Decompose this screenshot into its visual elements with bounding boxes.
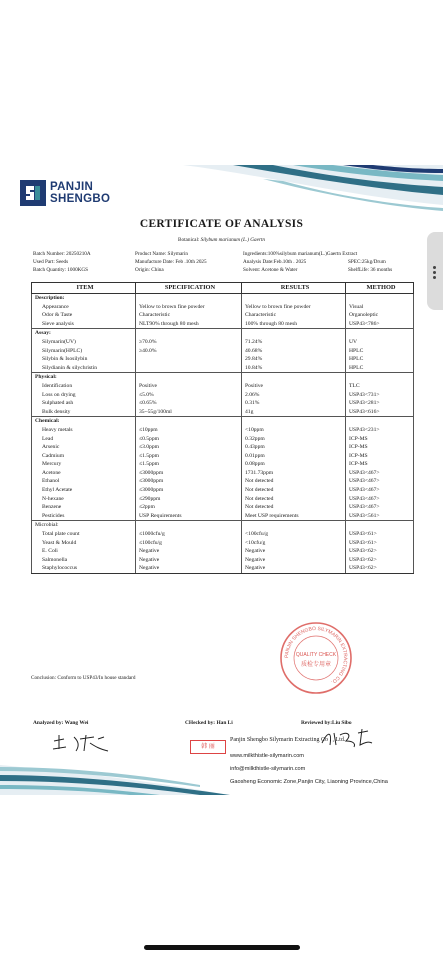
table-row bbox=[32, 347, 414, 356]
table-row bbox=[32, 495, 414, 504]
origin: Origin: China bbox=[135, 267, 164, 273]
table-row bbox=[32, 512, 414, 521]
batch-quantity: Batch Quantity: 1000KGS bbox=[33, 267, 89, 273]
cell-result: 71.24% bbox=[242, 338, 346, 347]
batch-number: Batch Number: 20250210A bbox=[33, 251, 91, 257]
reviewed-by: Reviewed by:Liu Sibo bbox=[301, 720, 352, 726]
section-row bbox=[32, 417, 414, 426]
cell-method: USP43<731> bbox=[346, 391, 414, 400]
spec: SPEC:25kg/Drum bbox=[348, 259, 386, 265]
table-row bbox=[32, 364, 414, 373]
table-row bbox=[32, 486, 414, 495]
side-panel-handle[interactable] bbox=[427, 232, 443, 310]
cell-spec: NLT90% through 80 mesh bbox=[136, 320, 242, 329]
meta-row bbox=[33, 258, 413, 266]
cell-result: 100% through 80 mesh bbox=[242, 320, 346, 329]
table-row bbox=[32, 391, 414, 400]
cell-method: ICP-MS bbox=[346, 452, 414, 461]
conclusion: Conclusion: Conform to USP43/In house standard bbox=[31, 675, 136, 681]
cell-method: ICP-MS bbox=[346, 435, 414, 444]
cell-method: USP43<467> bbox=[346, 495, 414, 504]
cell-item: Total plate count bbox=[32, 530, 136, 539]
cell-method: Visual bbox=[346, 303, 414, 312]
section-label: Physical: bbox=[32, 373, 136, 382]
cell-method: USP43<786> bbox=[346, 320, 414, 329]
cell-spec: ≤3000ppm bbox=[136, 477, 242, 486]
quality-check-stamp bbox=[278, 620, 354, 696]
cell-item: Silybin & Isosilybin bbox=[32, 355, 136, 364]
table-header-row bbox=[32, 283, 414, 294]
cell-method: USP43<61> bbox=[346, 530, 414, 539]
table-row bbox=[32, 399, 414, 408]
cell-item: Ethyl Acetate bbox=[32, 486, 136, 495]
cell-result: 0.31% bbox=[242, 399, 346, 408]
cell-result: Not detected bbox=[242, 503, 346, 512]
cell-method: ICP-MS bbox=[346, 443, 414, 452]
cell-spec: Positive bbox=[136, 382, 242, 391]
table-row bbox=[32, 564, 414, 573]
section-row bbox=[32, 521, 414, 530]
cell-method: USP43<467> bbox=[346, 503, 414, 512]
cell-spec bbox=[136, 355, 242, 364]
table-row bbox=[32, 452, 414, 461]
table-row bbox=[32, 443, 414, 452]
cell-result: 40.68% bbox=[242, 347, 346, 356]
cell-item: Arsenic bbox=[32, 443, 136, 452]
header-method: METHOD bbox=[346, 283, 414, 294]
cell-item: N-hexane bbox=[32, 495, 136, 504]
footer-company: Panjin Shengbo Silymarin Extracting Co . , Ltd. bbox=[230, 737, 346, 743]
header-wave-decoration bbox=[143, 165, 443, 225]
cell-result: <10cfu/g bbox=[242, 539, 346, 548]
table-row bbox=[32, 503, 414, 512]
cell-item: Yeast & Mould bbox=[32, 539, 136, 548]
meta-row bbox=[33, 250, 413, 258]
cell-item: Mercury bbox=[32, 460, 136, 469]
footer-wave-decoration bbox=[0, 745, 230, 795]
cell-spec: Characteristic bbox=[136, 311, 242, 320]
section-label: Chemical: bbox=[32, 417, 136, 426]
home-indicator[interactable] bbox=[144, 945, 300, 950]
cell-item: Benzene bbox=[32, 503, 136, 512]
shengbo-logo-icon bbox=[20, 180, 46, 206]
cell-spec: Yellow to brown fine powder bbox=[136, 303, 242, 312]
table-row bbox=[32, 539, 414, 548]
cell-spec: ≤1.5ppm bbox=[136, 452, 242, 461]
cell-spec: ≤10ppm bbox=[136, 426, 242, 435]
stamp-center-text: QUALITY CHECK bbox=[295, 652, 337, 658]
cell-result: 0.01ppm bbox=[242, 452, 346, 461]
logo-line-2: SHENGBO bbox=[50, 193, 111, 205]
cell-spec: ≤3000ppm bbox=[136, 469, 242, 478]
botanical-label: Botanical: bbox=[178, 237, 200, 243]
cell-result: Not detected bbox=[242, 495, 346, 504]
header-specification: SPECIFICATION bbox=[136, 283, 242, 294]
cell-item: Staphylococcus bbox=[32, 564, 136, 573]
cell-spec: Negative bbox=[136, 556, 242, 565]
product-name: Product Name: Silymarin bbox=[135, 251, 189, 257]
cell-result: 2.06% bbox=[242, 391, 346, 400]
checked-seal: 韩 丽 bbox=[190, 740, 226, 754]
cell-method: USP43<62> bbox=[346, 564, 414, 573]
cell-method: USP43<231> bbox=[346, 426, 414, 435]
table-row bbox=[32, 408, 414, 417]
table-row bbox=[32, 460, 414, 469]
stamp-inner-text: 质检专用章 bbox=[300, 661, 332, 668]
document-title: CERTIFICATE OF ANALYSIS bbox=[139, 218, 304, 230]
cell-method: HPLC bbox=[346, 355, 414, 364]
table-row bbox=[32, 426, 414, 435]
cell-spec: ≤2ppm bbox=[136, 503, 242, 512]
table-row bbox=[32, 355, 414, 364]
cell-result: 0.32ppm bbox=[242, 435, 346, 444]
header-results: RESULTS bbox=[242, 283, 346, 294]
cell-spec: ≤1000cfu/g bbox=[136, 530, 242, 539]
table-row bbox=[32, 303, 414, 312]
company-logo bbox=[20, 180, 110, 206]
logo-line-1: PANJIN bbox=[50, 181, 94, 193]
cell-result: Meet USP requirements bbox=[242, 512, 346, 521]
table-row bbox=[32, 435, 414, 444]
cell-item: Heavy metals bbox=[32, 426, 136, 435]
cell-spec: ≥70.0% bbox=[136, 338, 242, 347]
stamp-ring-text: PANJIN SHENGBO SILYMARIN EXTRACTING CO. bbox=[283, 625, 349, 685]
cell-result: Negative bbox=[242, 564, 346, 573]
botanical-line bbox=[0, 237, 443, 243]
table-row bbox=[32, 530, 414, 539]
analysis-table bbox=[31, 282, 414, 574]
cell-method: ICP-MS bbox=[346, 460, 414, 469]
cell-method: HPLC bbox=[346, 347, 414, 356]
cell-method: Organoleptic bbox=[346, 311, 414, 320]
cell-result: 0.08ppm bbox=[242, 460, 346, 469]
cell-item: Cadmium bbox=[32, 452, 136, 461]
section-label: Description: bbox=[32, 294, 136, 303]
cell-method: USP43<281> bbox=[346, 399, 414, 408]
ingredients: Ingredients:100%silybum marianum(L.)Gaertn Extract bbox=[243, 251, 358, 257]
cell-result: 1731.73ppm bbox=[242, 469, 346, 478]
cell-spec: ≥40.0% bbox=[136, 347, 242, 356]
cell-item: Silymarin(UV) bbox=[32, 338, 136, 347]
cell-method: USP43<561> bbox=[346, 512, 414, 521]
cell-spec: Negative bbox=[136, 564, 242, 573]
cell-method: USP43<61> bbox=[346, 539, 414, 548]
more-options-icon[interactable] bbox=[433, 266, 436, 281]
analysis-date: Analysis Date:Feb.10th . 2025 bbox=[243, 259, 307, 265]
section-row bbox=[32, 294, 414, 303]
shelf-life: ShelfLife: 36 months bbox=[348, 267, 393, 273]
table-row bbox=[32, 477, 414, 486]
table-row bbox=[32, 338, 414, 347]
cell-result: Characteristic bbox=[242, 311, 346, 320]
cell-item: Salmonella bbox=[32, 556, 136, 565]
cell-item: Silymarin(HPLC) bbox=[32, 347, 136, 356]
cell-item: Pesticides bbox=[32, 512, 136, 521]
cell-method: UV bbox=[346, 338, 414, 347]
cell-method: USP43<616> bbox=[346, 408, 414, 417]
cell-spec: Negative bbox=[136, 547, 242, 556]
cell-result: 29.84% bbox=[242, 355, 346, 364]
cell-method: HPLC bbox=[346, 364, 414, 373]
cell-item: Odor & Taste bbox=[32, 311, 136, 320]
cell-item: Lead bbox=[32, 435, 136, 444]
cell-spec: ≤3.0ppm bbox=[136, 443, 242, 452]
used-part: Used Part: Seeds bbox=[33, 259, 69, 265]
section-row bbox=[32, 329, 414, 338]
cell-method: USP43<467> bbox=[346, 486, 414, 495]
certificate-document bbox=[0, 165, 443, 795]
cell-spec: ≤0.5ppm bbox=[136, 435, 242, 444]
cell-method: TLC bbox=[346, 382, 414, 391]
cell-result: Not detected bbox=[242, 486, 346, 495]
table-row bbox=[32, 547, 414, 556]
table-row bbox=[32, 382, 414, 391]
cell-item: Appearance bbox=[32, 303, 136, 312]
table-row bbox=[32, 556, 414, 565]
cell-result: Not detected bbox=[242, 477, 346, 486]
cell-result: 10.84% bbox=[242, 364, 346, 373]
section-label: Assay: bbox=[32, 329, 136, 338]
table-body bbox=[32, 294, 414, 574]
solvent: Solvent: Acetone & Water bbox=[243, 267, 298, 273]
cell-item: Bulk density bbox=[32, 408, 136, 417]
cell-item: Sulphated ash bbox=[32, 399, 136, 408]
cell-result: Negative bbox=[242, 556, 346, 565]
footer-website[interactable]: www.milkthistle-silymarin.com bbox=[230, 753, 304, 759]
cell-item: Loss on drying bbox=[32, 391, 136, 400]
cell-method: USP43<62> bbox=[346, 547, 414, 556]
cell-item: Sieve analysis bbox=[32, 320, 136, 329]
cell-method: USP43<467> bbox=[346, 469, 414, 478]
analyzed-by: Analyzed by: Wang Wei bbox=[33, 720, 89, 726]
cell-method: USP43<467> bbox=[346, 477, 414, 486]
section-row bbox=[32, 373, 414, 382]
cell-item: Ethanol bbox=[32, 477, 136, 486]
cell-spec: ≤1.5ppm bbox=[136, 460, 242, 469]
cell-spec: ≤3000ppm bbox=[136, 486, 242, 495]
footer-email[interactable]: info@milkthistle-silymarin.com bbox=[230, 766, 306, 772]
cell-result: Yellow to brown fine powder bbox=[242, 303, 346, 312]
botanical-name: Silybum marianum (L.) Gaertn bbox=[200, 237, 265, 243]
section-label: Microbial: bbox=[32, 521, 136, 530]
cell-result: 41g bbox=[242, 408, 346, 417]
cell-item: Acetone bbox=[32, 469, 136, 478]
cell-result: <10ppm bbox=[242, 426, 346, 435]
cell-result: Negative bbox=[242, 547, 346, 556]
cell-spec: ≤0.65% bbox=[136, 399, 242, 408]
cell-result: 0.43ppm bbox=[242, 443, 346, 452]
cell-item: Silydianin & silychristin bbox=[32, 364, 136, 373]
table-row bbox=[32, 469, 414, 478]
table-row bbox=[32, 320, 414, 329]
cell-result: Positive bbox=[242, 382, 346, 391]
cell-item: Identification bbox=[32, 382, 136, 391]
cell-spec: ≤5.0% bbox=[136, 391, 242, 400]
cell-result: <100cfu/g bbox=[242, 530, 346, 539]
meta-row bbox=[33, 266, 413, 274]
checked-by: CHecked by: Han Li bbox=[185, 720, 233, 726]
cell-item: E. Coli bbox=[32, 547, 136, 556]
batch-meta bbox=[33, 250, 413, 274]
cell-spec: USP Requirements bbox=[136, 512, 242, 521]
header-item: ITEM bbox=[32, 283, 136, 294]
cell-spec bbox=[136, 364, 242, 373]
cell-spec: ≤100cfu/g bbox=[136, 539, 242, 548]
cell-spec: ≤290ppm bbox=[136, 495, 242, 504]
cell-spec: 35~55g/100ml bbox=[136, 408, 242, 417]
cell-method: USP43<62> bbox=[346, 556, 414, 565]
table-row bbox=[32, 311, 414, 320]
manufacture-date: Manufacture Date: Feb .10th 2025 bbox=[135, 259, 207, 265]
footer-address: Gaosheng Economic Zone,Panjin City, Liaoning Province,China bbox=[230, 779, 388, 785]
